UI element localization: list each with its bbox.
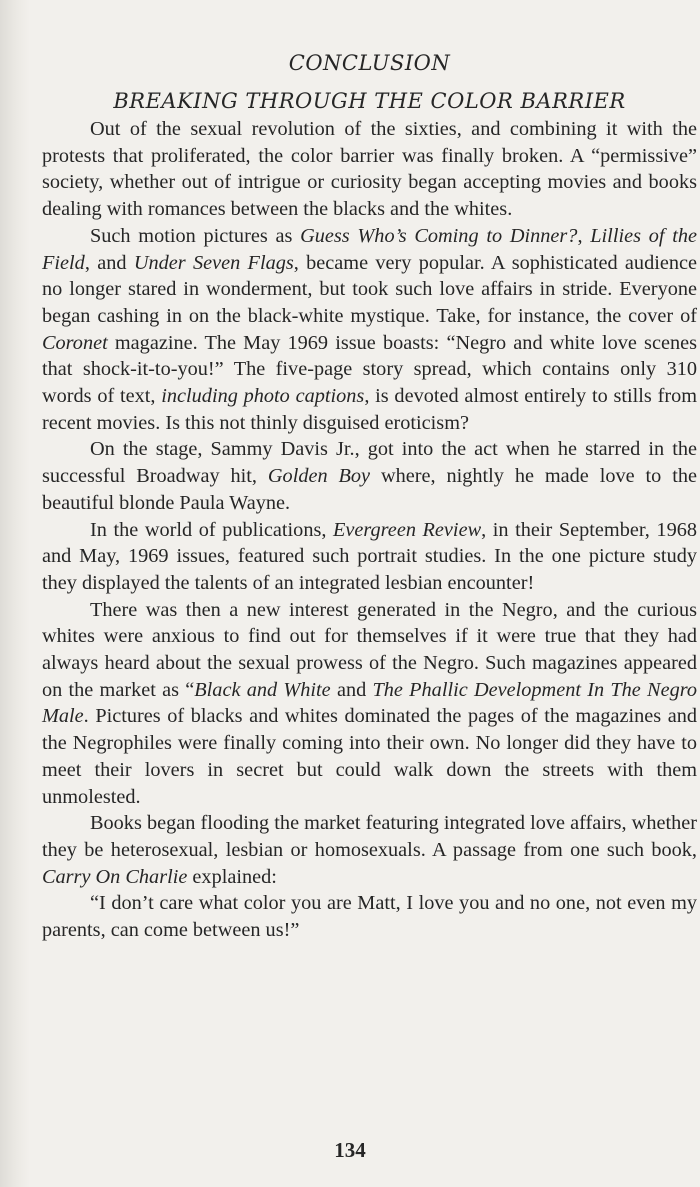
italic-title: Under Seven Flags	[133, 251, 294, 274]
body-text	[42, 116, 697, 944]
chapter-label: CONCLUSION	[288, 51, 451, 75]
paragraph: Books began flooding the market featuring integrated love affairs, whether they be heterosexual, lesbian or homosexuals. A passage from one such book, Carry On Charlie explained:	[42, 812, 697, 888]
italic-title: Lillies of the Field	[42, 224, 698, 274]
paragraph: Out of the sexual revolution of the sixties, and combining it with the protests that proliferated, the color barrier was finally broken. A “permissive” society, whether out of intrigue or curiosity began accepting movies and books dealing with romances between the blacks and the whites.	[42, 118, 697, 221]
italic-title: Guess Who’s Coming to Dinner?	[300, 224, 578, 247]
paragraph: On the stage, Sammy Davis Jr., got into the act when he starred in the successful Broadway hit, Golden Boy where, nightly he made love to the beautiful blonde Paula Wayne.	[42, 438, 697, 514]
paragraph: Such motion pictures as Guess Who’s Coming to Dinner?, Lillies of the Field, and Under Seven Flags, became very popular. A sophisticated audience no longer stared in wonderment, but took such love affairs in stride. Everyone began cashing in on the black-white mystique. Take, for instance, the cover of Coronet magazine. The May 1969 issue boasts: “Negro and white love scenes that shock-it-to-you!” The five-page story spread, which contains only 310 words of text, including photo captions, is devoted almost entirely to stills from recent movies. Is this not thinly disguised eroticism?	[42, 224, 698, 434]
book-spine-shadow	[0, 0, 30, 1187]
paragraph: There was then a new interest generated in the Negro, and the curious whites were anxious to find out for themselves if it were true that they had always heard about the sexual prowess of the Negro. Such magazines appeared on the market as “Black and White and The Phallic Development In The Negro Male. Pictures of blacks and whites dominated the pages of the magazines and the Negrophiles were finally coming into their own. No longer did they have to meet their lovers in secret but could walk down the streets with them unmolested.	[42, 598, 697, 808]
italic-title: Golden Boy	[267, 465, 371, 488]
book-page	[42, 48, 697, 944]
italic-title: including photo captions	[161, 385, 365, 408]
italic-title: Evergreen Review	[333, 518, 482, 541]
page-number: 134	[334, 1138, 366, 1162]
chapter-title: BREAKING THROUGH THE COLOR BARRIER	[113, 89, 626, 113]
italic-title: Coronet	[42, 331, 108, 354]
italic-title: The Phallic Development In The Negro Male	[42, 678, 697, 728]
paragraph: “I don’t care what color you are Matt, I love you and no one, not even my parents, can come between us!”	[42, 892, 697, 942]
italic-title: Black and White	[194, 678, 331, 701]
paragraph: In the world of publications, Evergreen Review, in their September, 1968 and May, 1969 issues, featured such portrait studies. In the one picture study they displayed the talents of an integrated lesbian encounter!	[42, 518, 697, 594]
italic-title: Carry On Charlie	[42, 865, 188, 888]
